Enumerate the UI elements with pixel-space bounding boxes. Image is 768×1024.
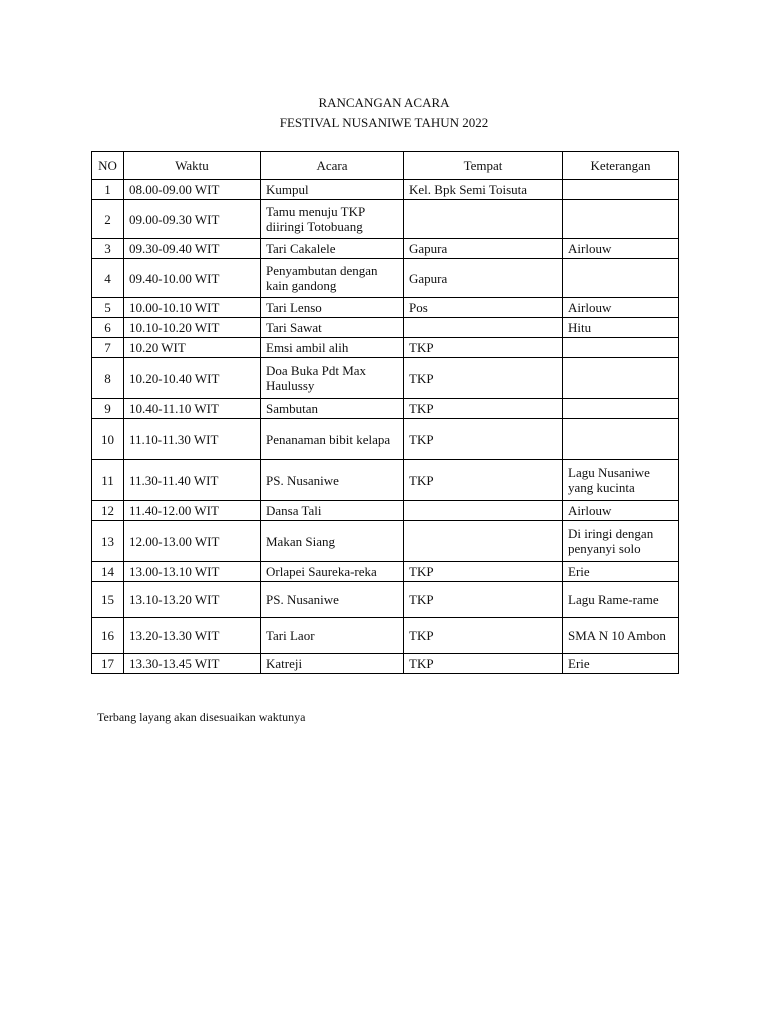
table-row [92,521,679,562]
cell-tempat: TKP [404,618,563,654]
table-row [92,582,679,618]
cell-keterangan: SMA N 10 Ambon [563,618,679,654]
table-row [92,338,679,358]
table-row [92,460,679,501]
cell-no: 8 [92,358,124,399]
table-row [92,654,679,674]
cell-waktu: 13.00-13.10 WIT [124,562,261,582]
table-row [92,562,679,582]
cell-keterangan: Airlouw [563,239,679,259]
cell-acara: Penyambutan dengan kain gandong [261,259,404,298]
footnote: Terbang layang akan disesuaikan waktunya [97,710,306,724]
cell-waktu: 11.30-11.40 WIT [124,460,261,501]
cell-no: 5 [92,298,124,318]
cell-tempat: TKP [404,399,563,419]
table-row [92,419,679,460]
table-row [92,618,679,654]
cell-tempat: TKP [404,358,563,399]
cell-waktu: 13.10-13.20 WIT [124,582,261,618]
cell-acara: Dansa Tali [261,501,404,521]
cell-waktu: 09.40-10.00 WIT [124,259,261,298]
cell-waktu: 11.40-12.00 WIT [124,501,261,521]
cell-acara: Orlapei Saureka-reka [261,562,404,582]
table-row [92,318,679,338]
cell-keterangan [563,338,679,358]
cell-keterangan: Di iringi dengan penyanyi solo [563,521,679,562]
document-title: RANCANGAN ACARA [318,95,450,110]
header-tempat: Tempat [404,152,563,180]
cell-keterangan: Airlouw [563,298,679,318]
table-header-row [92,152,679,180]
cell-acara: Tari Laor [261,618,404,654]
cell-waktu: 11.10-11.30 WIT [124,419,261,460]
cell-keterangan: Lagu Nusaniwe yang kucinta [563,460,679,501]
header-no: NO [92,152,124,180]
cell-acara: Tari Lenso [261,298,404,318]
cell-acara: PS. Nusaniwe [261,460,404,501]
cell-waktu: 10.20 WIT [124,338,261,358]
cell-waktu: 09.30-09.40 WIT [124,239,261,259]
cell-acara: Sambutan [261,399,404,419]
table-row [92,239,679,259]
cell-tempat [404,318,563,338]
cell-no: 15 [92,582,124,618]
cell-no: 3 [92,239,124,259]
cell-keterangan: Hitu [563,318,679,338]
cell-no: 9 [92,399,124,419]
cell-tempat: Kel. Bpk Semi Toisuta [404,180,563,200]
cell-acara: Tari Cakalele [261,239,404,259]
table-row [92,399,679,419]
cell-tempat: TKP [404,562,563,582]
cell-keterangan [563,200,679,239]
cell-waktu: 08.00-09.00 WIT [124,180,261,200]
cell-acara: PS. Nusaniwe [261,582,404,618]
cell-keterangan: Erie [563,654,679,674]
cell-acara: Tamu menuju TKP diiringi Totobuang [261,200,404,239]
cell-tempat: TKP [404,654,563,674]
cell-waktu: 13.30-13.45 WIT [124,654,261,674]
cell-no: 6 [92,318,124,338]
cell-acara: Makan Siang [261,521,404,562]
cell-tempat: TKP [404,582,563,618]
cell-no: 12 [92,501,124,521]
table-row [92,180,679,200]
header-waktu: Waktu [124,152,261,180]
cell-keterangan [563,399,679,419]
cell-acara: Doa Buka Pdt Max Haulussy [261,358,404,399]
cell-acara: Penanaman bibit kelapa [261,419,404,460]
cell-tempat [404,521,563,562]
cell-keterangan: Airlouw [563,501,679,521]
cell-tempat [404,501,563,521]
cell-no: 7 [92,338,124,358]
cell-tempat: Gapura [404,239,563,259]
cell-waktu: 10.10-10.20 WIT [124,318,261,338]
cell-acara: Kumpul [261,180,404,200]
cell-keterangan: Lagu Rame-rame [563,582,679,618]
header-keterangan: Keterangan [563,152,679,180]
cell-keterangan [563,419,679,460]
cell-tempat: TKP [404,419,563,460]
header-acara: Acara [261,152,404,180]
cell-no: 11 [92,460,124,501]
cell-acara: Emsi ambil alih [261,338,404,358]
cell-no: 4 [92,259,124,298]
cell-tempat [404,200,563,239]
cell-no: 17 [92,654,124,674]
table-row [92,298,679,318]
cell-keterangan [563,259,679,298]
cell-waktu: 10.20-10.40 WIT [124,358,261,399]
cell-tempat: TKP [404,338,563,358]
table-row [92,358,679,399]
cell-keterangan [563,358,679,399]
cell-tempat: Gapura [404,259,563,298]
cell-waktu: 13.20-13.30 WIT [124,618,261,654]
cell-waktu: 12.00-13.00 WIT [124,521,261,562]
schedule-table [91,151,679,674]
cell-no: 2 [92,200,124,239]
table-row [92,200,679,239]
cell-keterangan: Erie [563,562,679,582]
cell-keterangan [563,180,679,200]
cell-tempat: TKP [404,460,563,501]
cell-no: 14 [92,562,124,582]
cell-tempat: Pos [404,298,563,318]
document-subtitle: FESTIVAL NUSANIWE TAHUN 2022 [279,115,489,130]
table-row [92,259,679,298]
cell-acara: Katreji [261,654,404,674]
table-body [92,180,679,674]
cell-waktu: 09.00-09.30 WIT [124,200,261,239]
table-row [92,501,679,521]
cell-no: 1 [92,180,124,200]
cell-no: 13 [92,521,124,562]
cell-no: 10 [92,419,124,460]
cell-waktu: 10.00-10.10 WIT [124,298,261,318]
cell-no: 16 [92,618,124,654]
cell-waktu: 10.40-11.10 WIT [124,399,261,419]
cell-acara: Tari Sawat [261,318,404,338]
